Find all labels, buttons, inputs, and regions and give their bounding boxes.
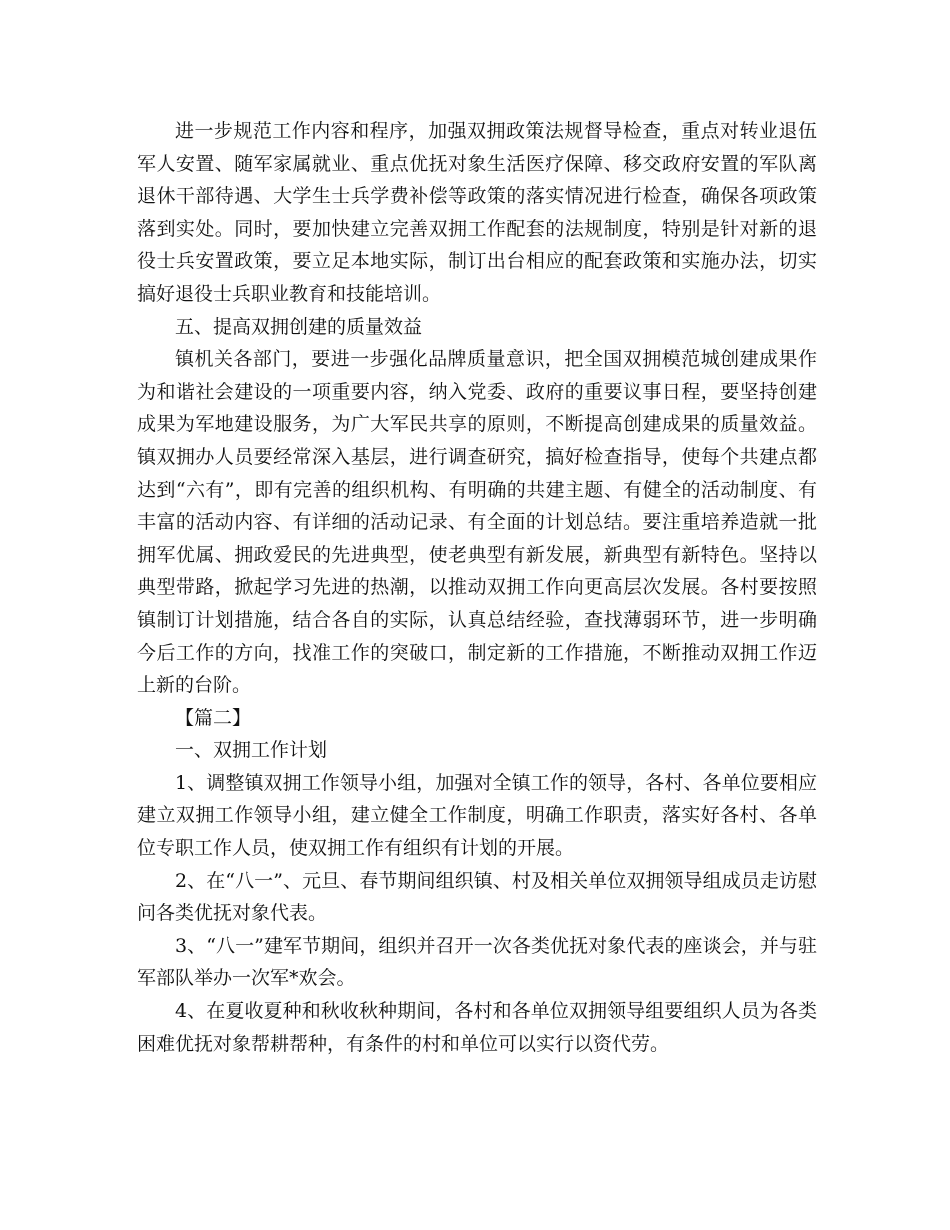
- section-heading-five: 五、提高双拥创建的质量效益: [175, 315, 423, 338]
- section-heading-plan: 一、双拥工作计划: [175, 739, 328, 762]
- part-two-heading: 【篇二】: [175, 706, 252, 729]
- list-item-2: 2、在“八一”、元旦、春节期间组织镇、村及相关单位双拥领导组成员走访慰问各类优抚对象代表。: [137, 869, 817, 925]
- list-item-1: 1、调整镇双拥工作领导小组，加强对全镇工作的领导，各村、各单位要相应建立双拥工作领导小组，建立健全工作制度，明确工作职责，落实好各村、各单位专职工作人员，使双拥工作有组织有计划的开展。: [137, 771, 817, 860]
- paragraph-quality-benefits: 镇机关各部门，要进一步强化品牌质量意识，把全国双拥模范城创建成果作为和谐社会建设的一项重要内容，纳入党委、政府的重要议事日程，要坚持创建成果为军地建设服务，为广大军民共享的原则，不断提高创建成果的质量效益。镇双拥办人员要经常深入基层，进行调查研究，搞好检查指导，使每个共建点都达到“六有”，即有完善的组织机构、有明确的共建主题、有健全的活动制度、有丰富的活动内容、有详细的活动记录、有全面的计划总结。要注重培养造就一批拥军优属、拥政爱民的先进典型，使老典型有新发展，新典型有新特色。坚持以典型带路，掀起学习先进的热潮，以推动双拥工作向更高层次发展。各村要按照镇制订计划措施，结合各自的实际，认真总结经验，查找薄弱环节，进一步明确今后工作的方向，找准工作的突破口，制定新的工作措施，不断推动双拥工作迈上新的台阶。: [137, 348, 817, 697]
- document-page: [137, 115, 817, 1060]
- list-item-4: 4、在夏收夏种和秋收秋种期间，各村和各单位双拥领导组要组织人员为各类困难优抚对象帮耕帮种，有条件的村和单位可以实行以资代劳。: [137, 1000, 817, 1055]
- paragraph-policy-inspection: 进一步规范工作内容和程序，加强双拥政策法规督导检查，重点对转业退伍军人安置、随军家属就业、重点优抚对象生活医疗保障、移交政府安置的军队离退休干部待遇、大学生士兵学费补偿等政策的落实情况进行检查，确保各项政策落到实处。同时，要加快建立完善双拥工作配套的法规制度，特别是针对新的退役士兵安置政策，要立足本地实际，制订出台相应的配套政策和实施办法，切实搞好退役士兵职业教育和技能培训。: [137, 120, 817, 305]
- list-item-3: 3、“八一”建军节期间，组织并召开一次各类优抚对象代表的座谈会，并与驻军部队举办一次军*欢会。: [137, 934, 817, 990]
